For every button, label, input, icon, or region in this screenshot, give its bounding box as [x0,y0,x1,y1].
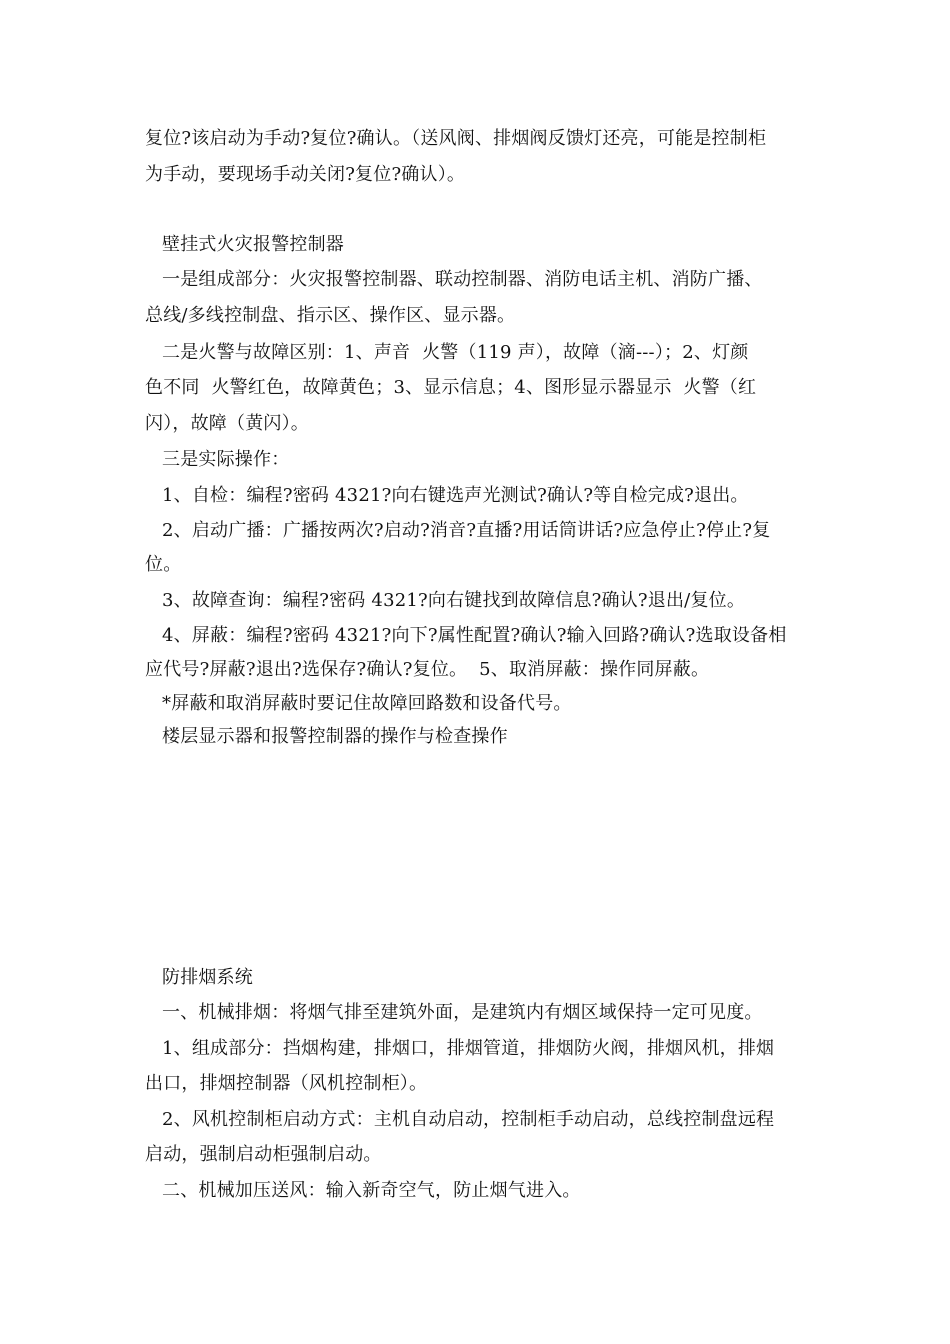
list-item: 4、屏蔽：编程?密码 4321?向下?属性配置?确认?输入回路?确认?选取设备相 [162,625,787,646]
paragraph-line: 应代号?屏蔽?退出?选保存?确认?复位。 5、取消屏蔽：操作同屏蔽。 [145,659,710,680]
paragraph-line: 总线/多线控制盘、指示区、操作区、显示器。 [145,305,516,326]
paragraph-line: 一、机械排烟：将烟气排至建筑外面，是建筑内有烟区域保持一定可见度。 [162,1002,763,1023]
list-item: 2、风机控制柜启动方式：主机自动启动，控制柜手动启动，总线控制盘远程 [162,1109,775,1130]
paragraph-line: 为手动，要现场手动关闭?复位?确认）。 [145,164,466,185]
paragraph-line: 位。 [145,554,182,575]
paragraph-line: 启动，强制启动柜强制启动。 [145,1144,382,1165]
note-line: *屏蔽和取消屏蔽时要记住故障回路数和设备代号。 [162,693,572,714]
paragraph-line: 二、机械加压送风：输入新奇空气，防止烟气进入。 [162,1180,581,1201]
paragraph-line: 二是火警与故障区别：1、声音 火警（119 声），故障（滴---）；2、灯颜 [162,342,749,363]
list-item: 2、启动广播：广播按两次?启动?消音?直播?用话筒讲话?应急停止?停止?复 [162,520,771,541]
paragraph-line: 三是实际操作： [162,449,290,470]
list-item: 3、故障查询：编程?密码 4321?向右键找到故障信息?确认?退出/复位。 [162,590,746,611]
paragraph-line: 闪），故障（黄闪）。 [145,413,309,434]
paragraph-line: 色不同 火警红色，故障黄色；3、显示信息；4、图形显示器显示 火警（红 [145,377,757,398]
section-heading: 楼层显示器和报警控制器的操作与检查操作 [162,726,508,747]
section-heading: 防排烟系统 [162,967,253,988]
list-item: 1、组成部分：挡烟构建，排烟口，排烟管道，排烟防火阀，排烟风机，排烟 [162,1038,775,1059]
paragraph-line: 复位?该启动为手动?复位?确认。（送风阀、排烟阀反馈灯还亮，可能是控制柜 [145,128,767,149]
list-item: 1、自检：编程?密码 4321?向右键选声光测试?确认?等自检完成?退出。 [162,485,749,506]
paragraph-line: 出口，排烟控制器（风机控制柜）。 [145,1073,428,1094]
section-heading: 壁挂式火灾报警控制器 [162,234,344,255]
paragraph-line: 一是组成部分：火灾报警控制器、联动控制器、消防电话主机、消防广播、 [162,269,763,290]
